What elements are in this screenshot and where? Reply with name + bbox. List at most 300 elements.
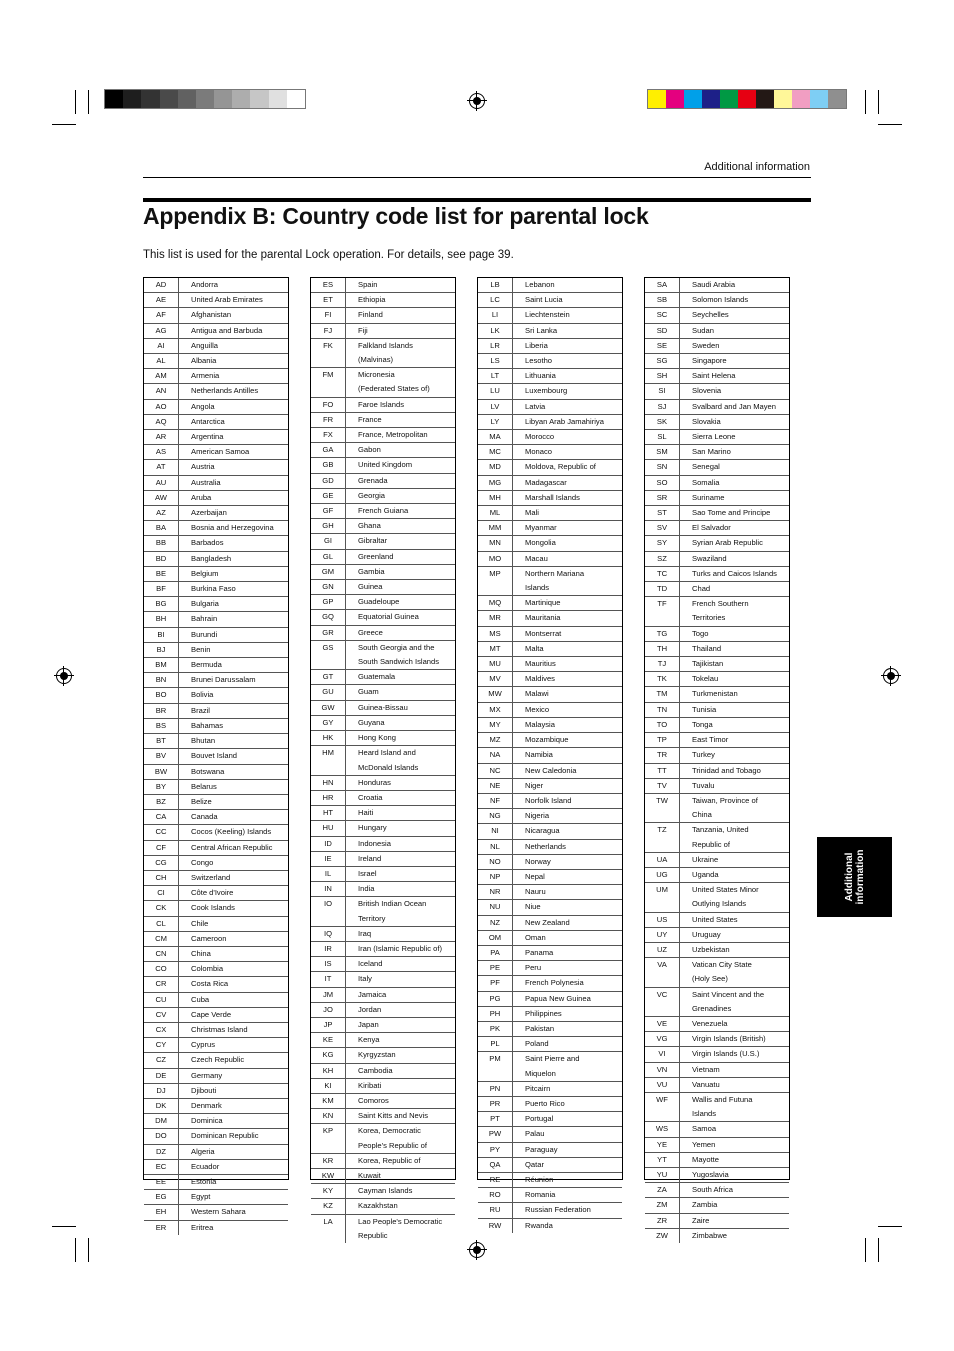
country-code: TD (645, 582, 680, 596)
table-row (478, 445, 622, 460)
country-name: Cayman Islands (358, 1186, 413, 1196)
country-code: AZ (144, 506, 179, 520)
table-row (144, 384, 288, 399)
country-code: AI (144, 339, 179, 353)
country-code: IE (311, 852, 346, 866)
table-row (645, 1168, 789, 1183)
crop-mark (75, 1238, 76, 1262)
color-swatch (792, 90, 810, 108)
table-row (645, 324, 789, 339)
table-row (478, 824, 622, 839)
country-code: CL (144, 917, 179, 931)
country-code: FK (311, 339, 346, 367)
table-row (478, 552, 622, 567)
country-code: FI (311, 308, 346, 322)
country-code: AW (144, 491, 179, 505)
country-code: AE (144, 293, 179, 307)
country-code: AO (144, 400, 179, 414)
country-name: Germany (191, 1070, 223, 1080)
country-code: AQ (144, 415, 179, 429)
country-code: GM (311, 565, 346, 579)
crop-mark (878, 1226, 902, 1227)
table-row (645, 823, 789, 852)
country-code: IT (311, 972, 346, 986)
country-name: Ethiopia (358, 295, 386, 305)
country-code: BI (144, 628, 179, 642)
country-code: VA (645, 958, 680, 986)
country-name: Latvia (525, 401, 546, 411)
country-code: UM (645, 883, 680, 911)
table-row (144, 521, 288, 536)
country-code: TV (645, 779, 680, 793)
country-name: Uzbekistan (692, 944, 730, 954)
table-row (144, 1175, 288, 1190)
table-row (645, 400, 789, 415)
table-row (478, 596, 622, 611)
country-name: Rwanda (525, 1220, 553, 1230)
table-row (144, 582, 288, 597)
country-code: LU (478, 384, 513, 398)
table-row (144, 400, 288, 415)
country-code: MM (478, 521, 513, 535)
country-name: Andorra (191, 280, 219, 289)
table-row (144, 856, 288, 871)
country-code: LT (478, 369, 513, 383)
table-row (144, 688, 288, 703)
country-name-line: McDonald Islands (358, 762, 419, 772)
country-code: OM (478, 931, 513, 945)
country-name: Seychelles (692, 310, 729, 320)
table-row (144, 430, 288, 445)
table-row (144, 917, 288, 932)
country-code: LV (478, 400, 513, 414)
country-code: VE (645, 1017, 680, 1031)
country-name-line: Tanzania, United (692, 825, 749, 835)
table-row (144, 628, 288, 643)
country-name: Guinea (358, 582, 383, 592)
table-row (311, 837, 455, 852)
country-name: Lebanon (525, 280, 555, 289)
registration-mark-icon (883, 668, 899, 684)
color-swatch (684, 90, 702, 108)
country-name-line: Grenadines (692, 1003, 732, 1013)
country-name: Belgium (191, 568, 219, 578)
country-code: SY (645, 536, 680, 550)
country-code: CG (144, 856, 179, 870)
country-code: KH (311, 1064, 346, 1078)
table-row (311, 489, 455, 504)
country-code: LI (478, 308, 513, 322)
table-row (144, 1053, 288, 1068)
table-row (645, 1078, 789, 1093)
country-code: BJ (144, 643, 179, 657)
country-code: YE (645, 1138, 680, 1152)
country-code: LB (478, 278, 513, 292)
country-code: PM (478, 1052, 513, 1080)
crop-mark (75, 90, 76, 114)
table-row (144, 1160, 288, 1175)
country-code: EG (144, 1190, 179, 1204)
table-row (478, 415, 622, 430)
country-code: RO (478, 1188, 513, 1202)
country-code: BR (144, 704, 179, 718)
table-row (645, 293, 789, 308)
table-row (311, 776, 455, 791)
country-code: MP (478, 567, 513, 595)
country-name: Croatia (358, 792, 383, 802)
table-row (311, 791, 455, 806)
table-row (478, 931, 622, 946)
table-row (645, 928, 789, 943)
color-swatch (250, 90, 268, 108)
country-name: Haiti (358, 808, 374, 818)
country-name: Cook Islands (191, 903, 235, 913)
country-name: Sweden (692, 340, 720, 350)
country-code: NU (478, 900, 513, 914)
country-code: BW (144, 765, 179, 779)
table-row (645, 883, 789, 912)
country-code: BZ (144, 795, 179, 809)
country-code: LS (478, 354, 513, 368)
country-name: Saudi Arabia (692, 280, 736, 289)
table-row (144, 1069, 288, 1084)
country-code: GQ (311, 610, 346, 624)
country-name: Greece (358, 627, 383, 637)
table-row (311, 1154, 455, 1169)
table-row (478, 657, 622, 672)
table-row (478, 642, 622, 657)
country-code: SH (645, 369, 680, 383)
table-row (645, 703, 789, 718)
country-name: Norfolk Island (525, 795, 572, 805)
table-row (144, 415, 288, 430)
country-name: Barbados (191, 538, 224, 548)
country-name: Ecuador (191, 1161, 220, 1171)
country-name: Virgin Islands (British) (692, 1034, 766, 1044)
table-row (645, 1198, 789, 1213)
table-row (478, 521, 622, 536)
color-swatch (828, 90, 846, 108)
country-name: Bahamas (191, 720, 224, 730)
country-name: Pitcairn (525, 1083, 551, 1093)
country-code: BT (144, 734, 179, 748)
country-code: ER (144, 1221, 179, 1235)
color-swatch (105, 90, 123, 108)
table-row (645, 718, 789, 733)
table-row (144, 278, 288, 293)
table-row (645, 672, 789, 687)
country-code: NF (478, 794, 513, 808)
country-name: Russian Federation (525, 1205, 591, 1215)
country-name: Hungary (358, 823, 387, 833)
country-name: Chile (191, 918, 209, 928)
country-code: SC (645, 308, 680, 322)
country-code: DJ (144, 1084, 179, 1098)
country-code: VC (645, 988, 680, 1016)
table-row (144, 947, 288, 962)
country-code: GE (311, 489, 346, 503)
table-row (144, 962, 288, 977)
table-row (645, 476, 789, 491)
table-row (645, 1032, 789, 1047)
table-row (478, 1158, 622, 1173)
country-code: UZ (645, 943, 680, 957)
country-name: East Timor (692, 735, 729, 745)
country-name: Lithuania (525, 371, 556, 381)
country-name (680, 823, 749, 851)
country-name-line: Heard Island and (358, 748, 416, 758)
country-code: TZ (645, 823, 680, 851)
table-row (478, 1007, 622, 1022)
country-code: SO (645, 476, 680, 490)
country-name: Romania (525, 1190, 556, 1200)
table-row (478, 779, 622, 794)
table-row (645, 657, 789, 672)
table-row (311, 565, 455, 580)
country-code: EH (144, 1205, 179, 1219)
country-code: JM (311, 988, 346, 1002)
color-swatch (774, 90, 792, 108)
registration-mark-icon (56, 668, 72, 684)
country-code: MY (478, 718, 513, 732)
country-name: Martinique (525, 598, 561, 608)
table-row (478, 430, 622, 445)
table-row (645, 369, 789, 384)
table-row (144, 1099, 288, 1114)
country-code: FR (311, 413, 346, 427)
country-name: Paraguay (525, 1144, 558, 1154)
country-code: CI (144, 886, 179, 900)
country-name: Czech Republic (191, 1055, 245, 1065)
table-row (144, 719, 288, 734)
color-swatch (648, 90, 666, 108)
country-name: Angola (191, 401, 215, 411)
country-code: TN (645, 703, 680, 717)
country-name-line: Republic of (692, 839, 730, 849)
country-name (513, 1052, 579, 1080)
country-code: MH (478, 491, 513, 505)
table-row (144, 734, 288, 749)
country-name: Palau (525, 1129, 545, 1139)
country-name: Finland (358, 310, 383, 320)
country-code: KN (311, 1109, 346, 1123)
table-row (478, 672, 622, 687)
country-name-line: Wallis and Futuna (692, 1094, 753, 1104)
country-code: VG (645, 1032, 680, 1046)
table-row (311, 897, 455, 926)
table-row (311, 701, 455, 716)
table-row (144, 704, 288, 719)
country-code: BA (144, 521, 179, 535)
table-row (144, 993, 288, 1008)
country-name: Burundi (191, 629, 218, 639)
crop-mark (52, 124, 76, 125)
table-row (478, 308, 622, 323)
country-name: Togo (692, 628, 709, 638)
country-code: HU (311, 821, 346, 835)
country-name: Zimbabwe (692, 1230, 728, 1240)
country-name-line: Islands (525, 583, 550, 593)
country-name: Cape Verde (191, 1009, 232, 1019)
country-name: Bangladesh (191, 553, 232, 563)
table-row (311, 519, 455, 534)
table-row (645, 278, 789, 293)
country-name: Anguilla (191, 340, 219, 350)
country-code: AM (144, 369, 179, 383)
country-code: CZ (144, 1053, 179, 1067)
table-row (311, 1079, 455, 1094)
country-code: GU (311, 685, 346, 699)
table-row (144, 780, 288, 795)
country-name: Sao Tome and Principe (692, 508, 771, 518)
title-rule (143, 198, 811, 202)
country-code: AS (144, 445, 179, 459)
table-row (144, 354, 288, 369)
country-name: Mexico (525, 704, 550, 714)
country-code: UG (645, 868, 680, 882)
table-row (144, 460, 288, 475)
country-name: Iran (Islamic Republic of) (358, 943, 442, 953)
table-row (144, 445, 288, 460)
country-code: MO (478, 552, 513, 566)
country-code: AR (144, 430, 179, 444)
country-name: Slovenia (692, 386, 722, 396)
table-row (144, 369, 288, 384)
table-row (144, 552, 288, 567)
country-code: PE (478, 961, 513, 975)
country-code: AF (144, 308, 179, 322)
country-name: Colombia (191, 964, 224, 974)
country-name: Zambia (692, 1200, 718, 1210)
table-row (478, 1219, 622, 1233)
country-name: Japan (358, 1019, 379, 1029)
table-row (144, 749, 288, 764)
color-swatch (702, 90, 720, 108)
table-row (144, 1084, 288, 1099)
table-row (645, 868, 789, 883)
country-name: Afghanistan (191, 310, 232, 320)
country-name-line: Miquelon (525, 1068, 556, 1078)
country-name: Oman (525, 932, 546, 942)
table-row (478, 460, 622, 475)
table-row (645, 1047, 789, 1062)
country-name-line: Republic (358, 1230, 388, 1240)
table-row (311, 641, 455, 670)
country-code: PN (478, 1082, 513, 1096)
table-row (311, 806, 455, 821)
country-name: Indonesia (358, 838, 391, 848)
country-code: KW (311, 1169, 346, 1183)
country-name: Cuba (191, 994, 210, 1004)
country-code: BF (144, 582, 179, 596)
country-name: Liechtenstein (525, 310, 570, 320)
table-row (478, 506, 622, 521)
table-row (645, 506, 789, 521)
country-name: Djibouti (191, 1085, 217, 1095)
country-name: Mongolia (525, 538, 556, 548)
table-row (645, 1229, 789, 1243)
country-code: KP (311, 1124, 346, 1152)
table-row (311, 1094, 455, 1109)
country-name: Turkmenistan (692, 689, 738, 699)
table-row (311, 731, 455, 746)
table-row (144, 932, 288, 947)
page-title: Appendix B: Country code list for parental lock (143, 203, 649, 229)
country-name: Saint Helena (692, 371, 736, 381)
country-name (346, 897, 426, 925)
color-swatch (196, 90, 214, 108)
table-row (144, 825, 288, 840)
country-name: Madagascar (525, 477, 567, 487)
country-name: Peru (525, 963, 542, 973)
country-name: Tajikistan (692, 659, 724, 669)
country-code: PY (478, 1143, 513, 1157)
country-code: TF (645, 597, 680, 625)
country-name (346, 641, 439, 669)
table-row (144, 795, 288, 810)
table-row (311, 1064, 455, 1079)
country-name (346, 746, 418, 774)
country-code: KZ (311, 1199, 346, 1213)
country-code: KE (311, 1033, 346, 1047)
color-calibration-bar (647, 89, 847, 109)
country-name: Yugoslavia (692, 1169, 729, 1179)
country-code: AG (144, 324, 179, 338)
country-name: Turks and Caicos Islands (692, 568, 777, 578)
country-name: Nigeria (525, 811, 550, 821)
country-name: Uruguay (692, 929, 721, 939)
country-code: HR (311, 791, 346, 805)
country-code: EC (144, 1160, 179, 1174)
country-code: PL (478, 1037, 513, 1051)
country-name: Papua New Guinea (525, 993, 591, 1003)
country-code: IS (311, 957, 346, 971)
country-code: GP (311, 595, 346, 609)
country-code: FM (311, 368, 346, 396)
country-name: Bulgaria (191, 599, 219, 609)
country-name: New Zealand (525, 917, 570, 927)
country-code: GR (311, 626, 346, 640)
country-name: Brazil (191, 705, 210, 715)
country-name: Thailand (692, 643, 722, 653)
country-code: KR (311, 1154, 346, 1168)
country-code: PK (478, 1022, 513, 1036)
color-swatch (738, 90, 756, 108)
country-name: Gibraltar (358, 536, 388, 546)
table-row (645, 430, 789, 445)
country-name: Poland (525, 1039, 549, 1049)
side-tab-line-2: information (854, 849, 866, 905)
table-row (645, 913, 789, 928)
country-code: HM (311, 746, 346, 774)
country-name: Nauru (525, 887, 546, 897)
table-row (144, 886, 288, 901)
country-code: GW (311, 701, 346, 715)
country-name: Italy (358, 974, 372, 984)
table-row (311, 1184, 455, 1199)
country-code-table-column-3 (477, 277, 623, 1230)
country-code: SJ (645, 400, 680, 414)
country-name: Bhutan (191, 736, 216, 746)
country-name: Trinidad and Tobago (692, 765, 761, 775)
country-name: Guyana (358, 717, 385, 727)
country-name (680, 597, 749, 625)
table-row (311, 595, 455, 610)
table-row (645, 627, 789, 642)
country-code: LA (311, 1215, 346, 1243)
table-row (645, 567, 789, 582)
table-row (144, 1190, 288, 1205)
